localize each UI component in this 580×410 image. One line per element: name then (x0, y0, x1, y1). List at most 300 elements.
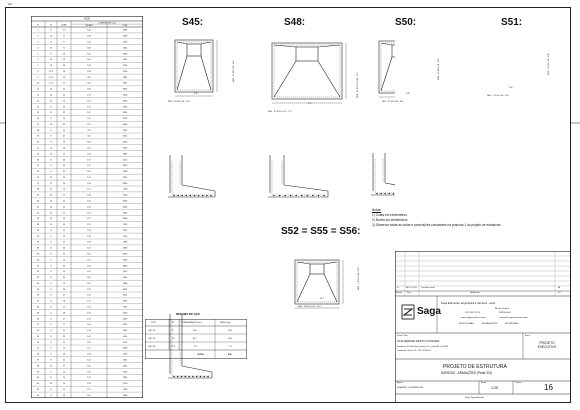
aco-cell-n: 51 (36, 324, 40, 327)
aco-cell-diam: 8 (50, 265, 52, 268)
aco-cell-n: 56 (36, 353, 40, 356)
aco-cell-unit: 122 (87, 123, 91, 126)
aco-cell-diam: 8 (50, 341, 52, 344)
aco-cell-total: 3822 (122, 88, 128, 91)
aco-cell-quant: 11 (62, 129, 66, 132)
aco-cell-quant: 14 (62, 94, 66, 97)
aco-cell-diam: 10 (49, 100, 53, 103)
resumo-header-peso: PESO (kg) (220, 322, 231, 324)
aco-cell-unit: 147 (87, 312, 91, 315)
aco-cell-quant: 15 (62, 306, 66, 309)
aco-cell-diam: 8 (50, 318, 52, 321)
aco-cell-diam: 8 (50, 394, 52, 397)
aco-cell-total: 2352 (122, 135, 128, 138)
rev-date: REV 1 / FR 01 (406, 287, 417, 289)
aco-cell-diam: 8 (50, 271, 52, 274)
s45-title: S45: (182, 17, 204, 28)
s52-label-bottom: N61 - 6 Ø 10 c/10 - 112 (298, 306, 321, 308)
aco-cell-n: 60 (36, 377, 40, 380)
aco-cell-unit: 212 (87, 82, 91, 85)
aco-cell-quant: 11 (62, 359, 66, 362)
aco-cell-diam: 8 (50, 165, 52, 168)
aco-cell-diam: 8 (50, 330, 52, 333)
aco-cell-quant: 15 (62, 341, 66, 344)
aco-cell-quant: 14 (62, 141, 66, 144)
aco-cell-unit: 142 (87, 294, 91, 297)
sheet-number: 16 (544, 383, 553, 392)
aco-cell-unit: 142 (87, 265, 91, 268)
aco-cell-quant: 14 (62, 176, 66, 179)
aco-cell-quant: 23 (62, 253, 66, 256)
aco-cell-diam: 8 (50, 347, 52, 350)
s51-title: S51: (501, 17, 523, 28)
s50-label-side: N58 - 13 Ø 8 c/8 - 117 (438, 58, 440, 80)
project-subtitle: SAPATAS - ARMAÇÕES (Parte 2/3) (441, 371, 492, 375)
aco-cell-unit: 172 (87, 300, 91, 303)
note-3: 3) Observar todas as notas e prescrições constantes na prancha 1 do projeto de estruturas (372, 223, 501, 227)
aco-cell-quant: 13 (62, 76, 66, 79)
aco-cell-total: 3234 (122, 112, 128, 115)
aco-cell-total: 3810 (122, 165, 128, 168)
aco-cell-n: 32 (36, 212, 40, 215)
resumo-cell: 74 (229, 346, 232, 348)
aco-cell-n: 23 (36, 159, 40, 162)
aco-cell-total: 2584 (122, 212, 128, 215)
aco-cell-unit: 142 (87, 247, 91, 250)
aco-cell-unit: 142 (87, 359, 91, 362)
resumo-cell: 653 (193, 330, 197, 332)
aco-cell-quant: 11 (62, 324, 66, 327)
aco-cell-n: 1 (37, 29, 39, 32)
aco-cell-unit: 117 (87, 129, 91, 132)
s52-dim: 112 (320, 298, 324, 300)
aco-cell-unit: 152 (87, 100, 91, 103)
aco-cell-unit: 142 (87, 335, 91, 338)
aco-cell-total: 1136 (122, 41, 128, 44)
company-phone: (21) 2617-2713 (465, 312, 480, 314)
aco-cell-n: 40 (36, 259, 40, 262)
aco-cell-n: 34 (36, 224, 40, 227)
aco-cell-diam: 10 (49, 94, 53, 97)
aco-cell-n: 14 (36, 106, 40, 109)
file-name: SAGA078051_02-ESTARM2LJ830 (397, 387, 424, 389)
aco-cell-unit: 152 (87, 383, 91, 386)
company-web: www.sagaestruturas.com (461, 317, 486, 319)
aco-cell-unit: 172 (87, 218, 91, 221)
resumo-cell: 12.5 (171, 346, 176, 348)
aco-cell-quant: 30 (62, 277, 66, 280)
company-phone-2: 99976-4001 (499, 312, 511, 314)
aco-cell-n: 61 (36, 383, 40, 386)
s48-label-side: N56 - 11 Ø 12.5 c/12 - 177 (357, 72, 359, 98)
aco-cell-unit: 148 (87, 194, 91, 197)
aco-cell-n: 27 (36, 182, 40, 185)
aco-cell-quant: 14 (62, 347, 66, 350)
aco-cell-quant: 17 (62, 294, 66, 297)
owner-address-2: Condomínio - Maricá / RJ - CEP: 24.930-651 (397, 350, 431, 352)
project-title: PROJETO DE ESTRUTURA (443, 364, 507, 370)
aco-cell-quant: 13 (62, 282, 66, 285)
aco-cell-unit: 142 (87, 235, 91, 238)
owner-name: GUILHERME SESTO KÖHNER (397, 339, 440, 343)
aco-cell-diam: 8 (50, 335, 52, 338)
note-1: 1) Cotas em centímetros (372, 213, 407, 217)
aco-cell-diam: 10 (49, 147, 53, 150)
aco-cell-n: 42 (36, 271, 40, 274)
scale-label: Escala (481, 382, 487, 384)
aco-cell-unit: 142 (87, 41, 91, 44)
aco-cell-n: 4 (37, 47, 39, 50)
aco-cell-diam: 10 (49, 88, 53, 91)
aco-cell-n: 55 (36, 347, 40, 350)
aco-cell-quant: 24 (62, 247, 66, 250)
aco-cell-quant: 13 (62, 153, 66, 156)
aco-cell-unit: 112 (87, 135, 91, 138)
resumo-cell: 504 (228, 338, 232, 340)
aco-cell-diam: 8 (50, 229, 52, 232)
aco-cell-diam: 10 (49, 153, 53, 156)
aco-cell-diam: 10 (49, 176, 53, 179)
aco-cell-total: 3040 (122, 100, 128, 103)
aco-cell-diam: 8 (50, 288, 52, 291)
aco-cell-n: 53 (36, 335, 40, 338)
aco-cell-total: 5460 (122, 277, 128, 280)
aco-cell-quant: 13 (62, 271, 66, 274)
aco-cell-n: 10 (36, 82, 40, 85)
aco-cell-diam: 10 (49, 218, 53, 221)
aco-cell-unit: 137 (87, 159, 91, 162)
aco-cell-unit: 196 (87, 70, 91, 73)
aco-cell-total: 2280 (122, 388, 128, 391)
aco-title: AÇO (83, 16, 91, 21)
company-city: Rio de Janeiro (495, 308, 510, 310)
aco-cell-total: 3344 (122, 206, 128, 209)
aco-cell-unit: 142 (87, 171, 91, 174)
aco-cell-diam: 10 (49, 59, 53, 62)
scale-value: 1:25 (491, 386, 498, 390)
aco-cell-total: 2926 (122, 229, 128, 232)
aco-header-comprimento: COMPRIMENTO (cm) (98, 22, 116, 25)
aco-cell-unit: 142 (87, 365, 91, 368)
aco-cell-quant: 20 (62, 265, 66, 268)
aco-cell-total: 1988 (122, 241, 128, 244)
aco-cell-diam: 8 (50, 306, 52, 309)
aco-cell-unit: 152 (87, 271, 91, 274)
rev-header-vis: Vis. (558, 292, 561, 294)
aco-cell-diam: 8 (50, 118, 52, 121)
aco-cell-total: 2516 (122, 194, 128, 197)
aco-cell-quant: 18 (62, 300, 66, 303)
aco-cell-n: 43 (36, 277, 40, 280)
aco-cell-quant: 17 (62, 318, 66, 321)
aco-cell-diam: 12.5 (48, 82, 54, 85)
aco-cell-quant: 14 (62, 70, 66, 73)
aco-cell-total: 1976 (122, 271, 128, 274)
aco-cell-quant: 30 (62, 123, 66, 126)
aco-cell-quant: 13 (62, 394, 66, 397)
aco-cell-diam: 8 (50, 282, 52, 285)
aco-cell-quant: 22 (62, 206, 66, 209)
aco-cell-unit: 152 (87, 106, 91, 109)
aco-cell-total: 3496 (122, 253, 128, 256)
aco-cell-n: 7 (37, 65, 39, 68)
aco-cell-quant: 21 (62, 88, 66, 91)
file-label: Arquivo (397, 382, 403, 384)
aco-cell-quant: 11 (62, 35, 66, 38)
aco-cell-n: 48 (36, 306, 40, 309)
aco-cell-unit: 152 (87, 206, 91, 209)
aco-cell-total: 2128 (122, 118, 128, 121)
aco-cell-total: 2499 (122, 318, 128, 321)
aco-cell-n: 38 (36, 247, 40, 250)
aco-cell-unit: 152 (87, 253, 91, 256)
aco-cell-unit: 142 (87, 29, 91, 32)
aco-cell-diam: 8 (50, 182, 52, 185)
aco-cell-unit: 152 (87, 259, 91, 262)
aco-cell-n: 46 (36, 294, 40, 297)
aco-cell-unit: 132 (87, 330, 91, 333)
aco-cell-quant: 14 (62, 353, 66, 356)
aco-cell-diam: 8 (50, 247, 52, 250)
aco-cell-diam: 8 (50, 41, 52, 44)
aco-cell-total: 1287 (122, 129, 128, 132)
aco-cell-n: 47 (36, 300, 40, 303)
resumo-cell: 258 (228, 330, 232, 332)
aco-cell-n: 36 (36, 235, 40, 238)
aco-cell-diam: 10 (49, 47, 53, 50)
aco-cell-total: 7348 (122, 65, 128, 68)
aco-cell-quant: 15 (62, 371, 66, 374)
aco-cell-total: 2240 (122, 141, 128, 144)
aco-cell-total: 2130 (122, 341, 128, 344)
aco-cell-n: 49 (36, 312, 40, 315)
s45-label-side: N06 - 13 Ø 8 c/8 - 167 (233, 60, 235, 82)
resumo-total-value: 836 (228, 354, 232, 356)
aco-cell-total: 2130 (122, 235, 128, 238)
resumo-cell: 10 (172, 338, 175, 340)
aco-cell-n: 19 (36, 135, 40, 138)
aco-cell-n: 17 (36, 123, 40, 126)
aco-cell-quant: 14 (62, 118, 66, 121)
s51-label-side: N59 - 7 Ø 10 c/8 - 109 (548, 53, 550, 75)
aco-cell-quant: 22 (62, 229, 66, 232)
aco-cell-total: 1562 (122, 359, 128, 362)
aco-cell-total: 2414 (122, 365, 128, 368)
aco-cell-n: 20 (36, 141, 40, 144)
aco-cell-total: 2332 (122, 82, 128, 85)
aco-cell-unit: 142 (87, 153, 91, 156)
aco-cell-total: 5538 (122, 171, 128, 174)
aco-cell-diam: 8 (50, 259, 52, 262)
aco-cell-unit: 152 (87, 118, 91, 121)
aco-cell-n: 26 (36, 176, 40, 179)
resumo-cell: CA - 50 (148, 338, 156, 340)
owner-label: Cliente / Obra (397, 335, 408, 337)
aco-cell-diam: 8 (50, 371, 52, 374)
aco-cell-quant: 15 (62, 235, 66, 238)
aco-cell-diam: 12.5 (48, 76, 54, 79)
aco-cell-diam: 8 (50, 112, 52, 115)
aco-cell-diam: 10 (49, 224, 53, 227)
aco-cell-diam: 8 (50, 106, 52, 109)
s50-title: S50: (395, 17, 417, 28)
aco-cell-quant: 17 (62, 194, 66, 197)
aco-cell-unit: 150 (87, 147, 91, 150)
aco-cell-quant: 20 (62, 200, 66, 203)
notes-heading: Notas: (372, 208, 382, 212)
aco-cell-diam: 8 (50, 159, 52, 162)
aco-cell-diam: 10 (49, 383, 53, 386)
company-logo-text: Saga (417, 306, 441, 317)
resumo-cell: CA - 50 (148, 346, 156, 348)
aco-cell-total: 2128 (122, 188, 128, 191)
aco-cell-n: 9 (37, 76, 39, 79)
aco-cell-n: 25 (36, 171, 40, 174)
aco-cell-diam: 8 (50, 53, 52, 56)
aco-cell-diam: 8 (50, 171, 52, 174)
aco-cell-unit: 152 (87, 224, 91, 227)
aco-cell-unit: 142 (87, 371, 91, 374)
aco-cell-diam: 10 (49, 212, 53, 215)
aco-cell-unit: 168 (87, 35, 91, 38)
sheet-label: Prancha (515, 382, 522, 384)
aco-cell-unit: 152 (87, 188, 91, 191)
aco-cell-n: 24 (36, 165, 40, 168)
aco-cell-total: 1846 (122, 53, 128, 56)
aco-cell-quant: 11 (62, 29, 66, 32)
aco-cell-total: 3096 (122, 300, 128, 303)
aco-cell-total: 3040 (122, 200, 128, 203)
resumo-cell: 817 (193, 338, 197, 340)
aco-cell-total: 2408 (122, 218, 128, 221)
aco-cell-diam: 10 (49, 200, 53, 203)
rev-visa: ZA (558, 287, 561, 289)
aco-cell-diam: 8 (50, 294, 52, 297)
s50-dim: 142 (406, 93, 410, 95)
aco-cell-unit: 142 (87, 324, 91, 327)
aco-cell-quant: 28 (62, 288, 66, 291)
aco-cell-n: 37 (36, 241, 40, 244)
aco-cell-quant: 22 (62, 335, 66, 338)
aco-cell-n: 54 (36, 341, 40, 344)
aco-cell-diam: 8 (50, 277, 52, 280)
resumo-header-diam: Ø (172, 322, 174, 324)
aco-cell-unit: 142 (87, 53, 91, 56)
aco-cell-quant: 14 (62, 383, 66, 386)
aco-cell-unit: 152 (87, 200, 91, 203)
aco-cell-total: 1846 (122, 394, 128, 397)
aco-cell-n: 2 (37, 35, 39, 38)
aco-cell-quant: 14 (62, 188, 66, 191)
aco-cell-total: 2058 (122, 94, 128, 97)
aco-cell-diam: 10 (49, 123, 53, 126)
aco-cell-quant: 15 (62, 259, 66, 262)
aco-cell-diam: 8 (50, 129, 52, 132)
aco-cell-unit: 127 (87, 165, 91, 168)
s45-dim: 122 (194, 93, 198, 95)
aco-cell-n: 62 (36, 388, 40, 391)
aco-header-total: TOTAL (122, 26, 128, 28)
s51-label-bottom: N60 - 7 Ø 10 c/8 - 132 (487, 95, 509, 97)
aco-header-unitario: UNITÁRIO (85, 26, 93, 28)
aco-cell-n: 39 (36, 253, 40, 256)
s48-title: S48: (284, 17, 306, 28)
aco-cell-n: 33 (36, 218, 40, 221)
aco-cell-diam: 8 (50, 324, 52, 327)
aco-header-diam: Ø (50, 24, 52, 27)
aco-cell-n: 45 (36, 288, 40, 291)
aco-cell-total: 3408 (122, 247, 128, 250)
aco-cell-unit: 147 (87, 94, 91, 97)
resumo-cell: CA - 50 (148, 330, 156, 332)
aco-cell-diam: 8 (50, 353, 52, 356)
aco-cell-total: 2058 (122, 347, 128, 350)
aco-cell-unit: 182 (87, 88, 91, 91)
aco-cell-unit: 133 (87, 229, 91, 232)
aco-cell-n: 41 (36, 265, 40, 268)
aco-cell-total: 2130 (122, 371, 128, 374)
aco-cell-unit: 191 (87, 176, 91, 179)
phase: PROJETO EXECUTIVO (537, 341, 557, 349)
aco-cell-diam: 8 (50, 300, 52, 303)
aco-cell-diam: 8 (50, 235, 52, 238)
aco-cell-n: 18 (36, 129, 40, 132)
aco-cell-quant: 20 (62, 182, 66, 185)
aco-cell-n: 30 (36, 200, 40, 203)
aco-cell-total: 3124 (122, 335, 128, 338)
aco-cell-total: 2674 (122, 176, 128, 179)
aco-cell-total: 1562 (122, 324, 128, 327)
aco-cell-n: 63 (36, 394, 40, 397)
aco-cell-n: 8 (37, 70, 39, 73)
aco-cell-diam: 8 (50, 388, 52, 391)
aco-cell-total: 2128 (122, 383, 128, 386)
aco-cell-quant: 15 (62, 106, 66, 109)
aco-cell-total: 2280 (122, 259, 128, 262)
aco-cell-total: 2280 (122, 106, 128, 109)
aco-cell-unit: 152 (87, 288, 91, 291)
s48-label-bottom: N55 - 11 Ø 10 c/12 - 177 (268, 111, 292, 113)
aco-cell-total: 1452 (122, 330, 128, 333)
aco-cell-diam: 8 (50, 241, 52, 244)
aco-cell-quant: 11 (62, 82, 66, 85)
aco-cell-quant: 28 (62, 312, 66, 315)
aco-cell-unit: 133 (87, 306, 91, 309)
aco-cell-total: 1344 (122, 47, 128, 50)
aco-header-n: N (37, 24, 39, 27)
aco-cell-diam: 10 (49, 194, 53, 197)
s48-dim: 177 (308, 103, 312, 105)
rev-modification: Conteúdo: revisão (421, 287, 435, 289)
aco-cell-n: 31 (36, 206, 40, 209)
aco-cell-diam: 8 (50, 377, 52, 380)
aco-cell-total: 2840 (122, 265, 128, 268)
aco-cell-unit: 142 (87, 341, 91, 344)
service-1: ESTRUTURAS (459, 323, 474, 325)
aco-cell-n: 13 (36, 100, 40, 103)
aco-cell-unit: 205 (87, 76, 91, 79)
aco-cell-quant: 11 (62, 330, 66, 333)
aco-cell-n: 5 (37, 53, 39, 56)
aco-cell-total: 1846 (122, 282, 128, 285)
aco-cell-quant: 44 (62, 65, 66, 68)
aco-cell-total: 1892 (122, 377, 128, 380)
aco-cell-diam: 12.5 (48, 70, 54, 73)
aco-cell-n: 50 (36, 318, 40, 321)
aco-cell-n: 11 (36, 88, 40, 91)
s52-title: S52 = S55 = S56: (281, 226, 361, 237)
aco-cell-quant: 14 (62, 218, 66, 221)
